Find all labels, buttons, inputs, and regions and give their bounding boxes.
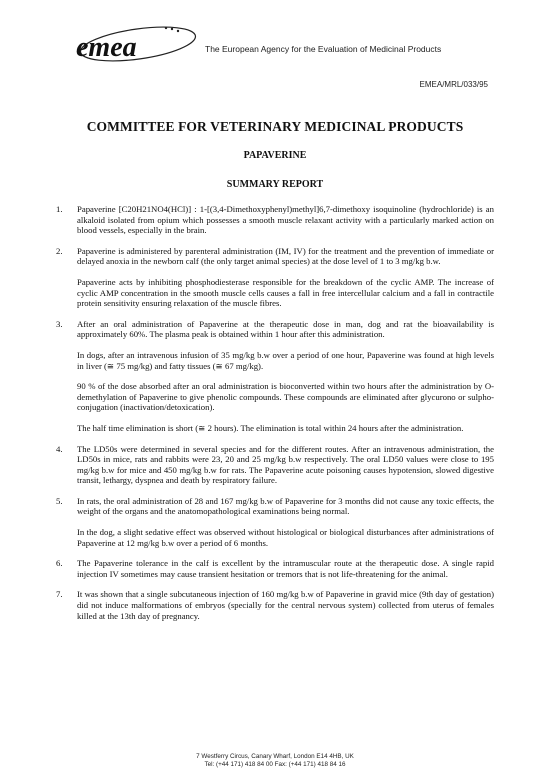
section-number: 5. — [56, 495, 63, 506]
document-reference: EMEA/MRL/033/95 — [419, 80, 488, 89]
section-paragraph: The LD50s were determined in several species and for the different routes. After an intravenous administration, the LD50s in mice, rats and rabbits were 23, 20 and 25 mg/kg b.w respectively. The oral LD50 values were close to 195 mg/kg b.w for mice and 450 mg/kg b.w for rats. The Papaverine acute poisoning causes hypotension, slowed digestive transit, lethargy, dyspnea and death by respiratory failure. — [77, 443, 494, 486]
section-paragraph: In dogs, after an intravenous infusion of 35 mg/kg b.w over a period of one hour, Papaverine was found at high levels in liver (≅ 75 mg/kg) and fatty tissues (≅ 67 mg/kg). — [77, 349, 494, 371]
section-item — [56, 558, 494, 579]
section-number: 4. — [56, 443, 63, 454]
footer-address: 7 Westferry Circus, Canary Wharf, London E14 4HB, UK — [196, 753, 354, 760]
section-item — [56, 496, 494, 548]
section-paragraph: The Papaverine tolerance in the calf is excellent by the intramuscular route at the therapeutic dose. A single rapid injection IV sometimes may cause transient hesitation or tremors that is not life-threatening for the animal. — [77, 558, 494, 579]
section-paragraph: It was shown that a single subcutaneous injection of 160 mg/kg b.w of Papaverine in gravid mice (9th day of gestation) did not induce malformations of embryos (specially for the central nervous system) collected from uterus of females killed at the 13th day of pregnancy. — [77, 589, 494, 621]
section-paragraph: Papaverine [C20H21NO4(HCl)] : 1-[(3,4-Dimethoxyphenyl)methyl]6,7-dimethoxy isoquinoline (hydrochloride) is an alkaloid isolated from opium which possesses a smooth muscle relaxant activity with a particularly marked action on blood vessels, especially in the brain. — [77, 204, 494, 236]
section-number: 2. — [56, 245, 63, 256]
section-item — [56, 319, 494, 434]
agency-name: The European Agency for the Evaluation of Medicinal Products — [205, 44, 442, 54]
section-paragraph: In rats, the oral administration of 28 and 167 mg/kg b.w of Papaverine for 3 months did not cause any toxic effects, the weight of the organs and the anatomopathological examinations being normal. — [77, 495, 494, 517]
section-number: 7. — [56, 589, 63, 600]
section-number: 1. — [56, 204, 63, 214]
section-paragraph: Papaverine is administered by parenteral administration (IM, IV) for the treatment and the prevention of immediate or delayed anoxia in the newborn calf (the only target animal species) at the dose level of 1 to 3 mg/kg b.w. — [77, 245, 494, 267]
emea-logo-icon — [66, 20, 206, 70]
section-item — [56, 246, 494, 309]
report-title: SUMMARY REPORT — [226, 179, 324, 190]
section-item — [56, 589, 494, 621]
footer-contact: Tel: (+44 171) 418 84 00 Fax: (+44 171) 418 84 16 — [204, 761, 346, 768]
section-paragraph: Papaverine acts by inhibiting phosphodiesterase responsible for the breakdown of the cyclic AMP. The increase of cyclic AMP concentration in the smooth muscle cells causes a fall in free intercellular calcium and a fall in contractile protein sensitivity ensuring relaxation of the muscle fibres. — [77, 276, 494, 309]
page-footer — [0, 753, 550, 769]
svg-text:emea: emea — [76, 32, 137, 63]
section-paragraph: The half time elimination is short (≅ 2 hours). The elimination is total within 24 hours after the administration. — [77, 422, 464, 433]
report-body — [56, 204, 494, 631]
section-number: 3. — [56, 318, 63, 329]
section-number: 6. — [56, 558, 63, 569]
page-header — [0, 0, 550, 70]
substance-title: PAPAVERINE — [243, 150, 307, 161]
committee-title: COMMITTEE FOR VETERINARY MEDICINAL PRODUCTS — [86, 119, 464, 134]
section-item — [56, 444, 494, 486]
section-paragraph: After an oral administration of Papaverine at the therapeutic dose in man, dog and rat the bioavailability is approximately 60%. The plasma peak is obtained within 1 hour after this administration. — [77, 318, 494, 340]
section-paragraph: In the dog, a slight sedative effect was observed without histological or biological disturbances after administrations of Papaverine at 12 mg/kg b.w over a period of 6 months. — [77, 527, 494, 548]
section-paragraph: 90 % of the dose absorbed after an oral administration is bioconverted within two hours after the administration by O-demethylation of Papaverine to give phenolic compounds. These compounds are eliminated after glycurono or sulpho-conjugation (inactivation/detoxication). — [77, 381, 494, 413]
section-item — [56, 204, 494, 236]
